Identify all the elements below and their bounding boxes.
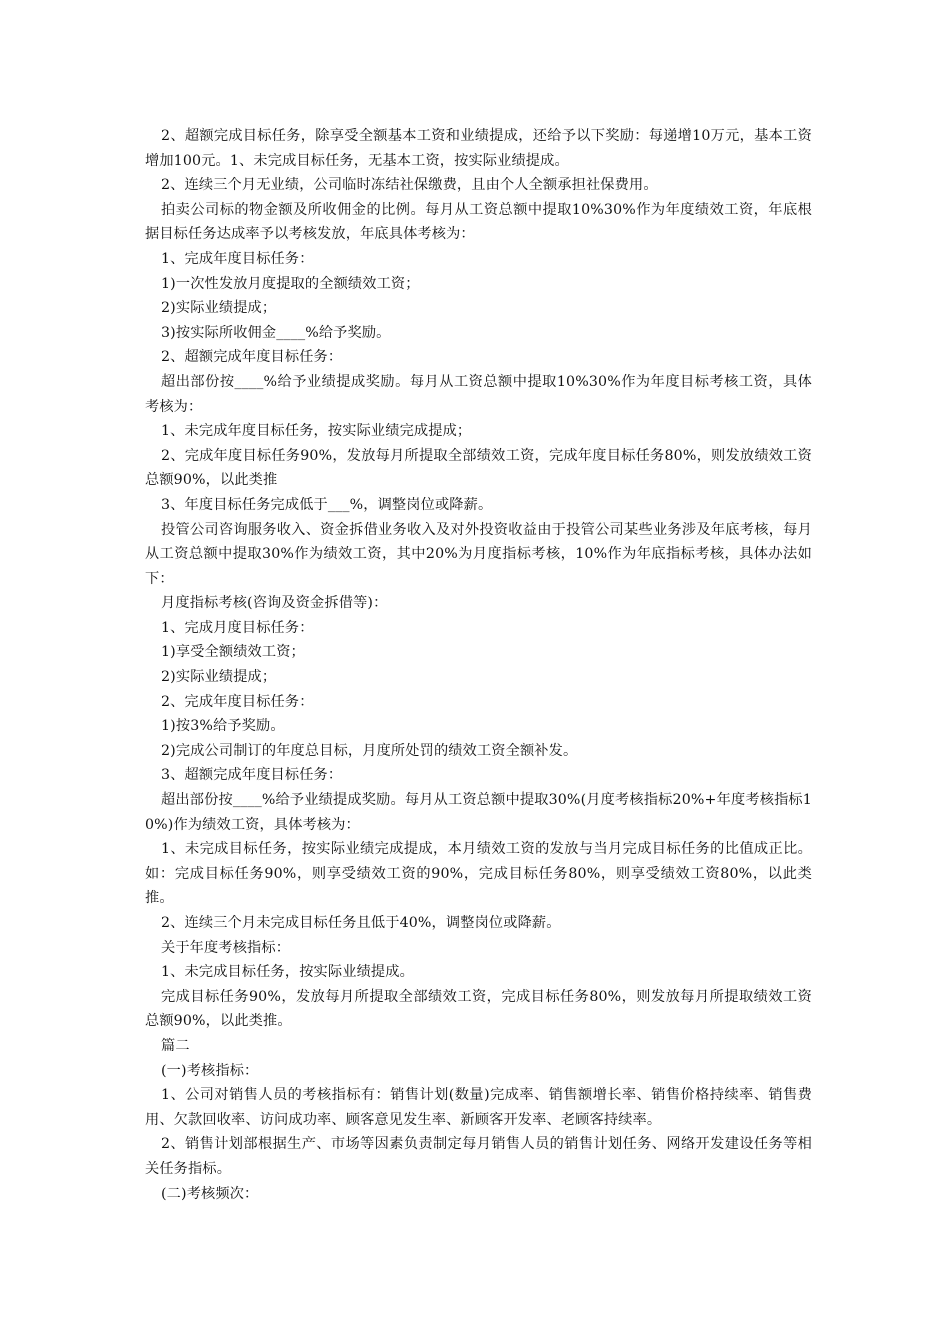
paragraph: 超出部份按____%给予业绩提成奖励。每月从工资总额中提取30%(月度考核指标20%+年度考核指标10%)作为绩效工资，具体考核为：	[145, 792, 812, 833]
paragraph: 3、超额完成年度目标任务：	[161, 767, 343, 784]
paragraph: 3、年度目标任务完成低于___%，调整岗位或降薪。	[161, 496, 493, 513]
paragraph: 3)按实际所收佣金____%给予奖励。	[161, 324, 391, 341]
document-body	[145, 124, 812, 1206]
paragraph: 1、未完成目标任务，按实际业绩提成。	[161, 964, 414, 981]
paragraph: 月度指标考核(咨询及资金拆借等)：	[161, 595, 388, 612]
paragraph: 1、未完成年度目标任务，按实际业绩完成提成；	[161, 423, 472, 440]
paragraph: 2、超额完成年度目标任务：	[161, 349, 343, 366]
section-heading: 篇二	[161, 1037, 190, 1054]
paragraph: 超出部份按____%给予业绩提成奖励。每月从工资总额中提取10%30%作为年度目标考核工资，具体考核为：	[145, 373, 812, 415]
paragraph: 1、未完成目标任务，按实际业绩完成提成，本月绩效工资的发放与当月完成目标任务的比值成正比。如：完成目标任务90%，则享受绩效工资的90%，完成目标任务80%，则享受绩效工资80%，以此类推。	[145, 841, 812, 907]
paragraph: 2、完成年度目标任务：	[161, 693, 314, 710]
paragraph: 投管公司咨询服务收入、资金拆借业务收入及对外投资收益由于投管公司某些业务涉及年底考核，每月从工资总额中提取30%作为绩效工资，其中20%为月度指标考核，10%作为年底指标考核，具体办法如下：	[145, 521, 812, 587]
paragraph: 1、公司对销售人员的考核指标有：销售计划(数量)完成率、销售额增长率、销售价格持续率、销售费用、欠款回收率、访问成功率、顾客意见发生率、新顾客开发率、老顾客持续率。	[145, 1087, 812, 1128]
paragraph: 2、销售计划部根据生产、市场等因素负责制定每月销售人员的销售计划任务、网络开发建设任务等相关任务指标。	[145, 1136, 812, 1177]
paragraph: 1)一次性发放月度提取的全额绩效工资；	[161, 275, 420, 292]
paragraph: 2、超额完成目标任务，除享受全额基本工资和业绩提成，还给予以下奖励：每递增10万元，基本工资增加100元。1、未完成目标任务，无基本工资，按实际业绩提成。	[145, 128, 812, 169]
paragraph: 2、连续三个月无业绩，公司临时冻结社保缴费，且由个人全额承担社保费用。	[161, 177, 658, 194]
paragraph: 1)按3%给予奖励。	[161, 718, 285, 735]
paragraph: 2、完成年度目标任务90%，发放每月所提取全部绩效工资，完成年度目标任务80%，则发放绩效工资总额90%，以此类推	[145, 447, 812, 489]
paragraph: 2)完成公司制订的年度总目标，月度所处罚的绩效工资全额补发。	[161, 742, 578, 759]
paragraph: 1)享受全额绩效工资；	[161, 644, 305, 661]
paragraph: 拍卖公司标的物金额及所收佣金的比例。每月从工资总额中提取10%30%作为年度绩效工资，年底根据目标任务达成率予以考核发放，年底具体考核为：	[145, 201, 812, 243]
paragraph: 2)实际业绩提成；	[161, 669, 277, 686]
paragraph: (一)考核指标：	[161, 1062, 259, 1079]
paragraph: 1、完成年度目标任务：	[161, 250, 314, 267]
paragraph: 关于年度考核指标：	[161, 939, 291, 956]
paragraph: 完成目标任务90%，发放每月所提取全部绩效工资，完成目标任务80%，则发放每月所提取绩效工资总额90%，以此类推。	[145, 988, 812, 1030]
paragraph: 1、完成月度目标任务：	[161, 619, 314, 636]
paragraph: 2、连续三个月未完成目标任务且低于40%，调整岗位或降薪。	[161, 915, 561, 931]
paragraph: 2)实际业绩提成；	[161, 300, 277, 317]
paragraph: (二)考核频次：	[161, 1185, 259, 1202]
